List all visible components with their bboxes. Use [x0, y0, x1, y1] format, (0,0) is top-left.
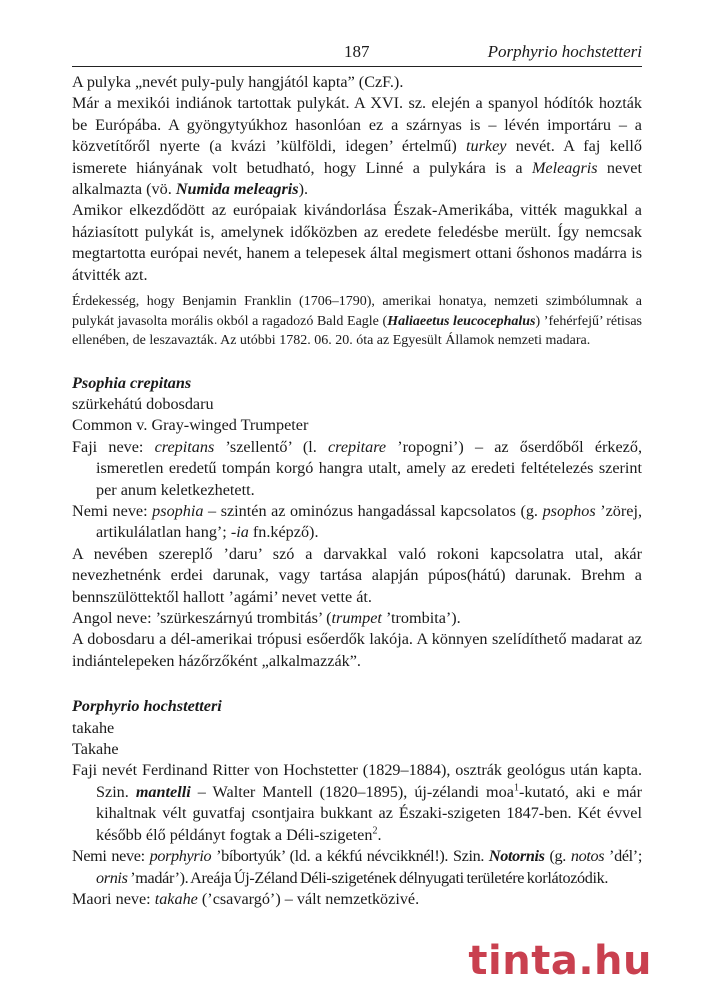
term-haliaeetus: Haliaeetus leucocephalus	[387, 313, 536, 329]
running-head: Porphyrio hochstetteri	[487, 42, 642, 61]
paragraph-maori-neve: Maori neve: takahe (’csavargó’) – vált nemzetközivé.	[72, 889, 420, 908]
note-franklin: Érdekesség, hogy Benjamin Franklin (1706–1790), amerikai honatya, nemzeti szimbólumnak a pulykát javasolta morális okból a ragadozó Bald Eagle (Haliaeetus leucocephalus) ’fehérfejű’ rétisas ellenében, de leszavazták. Az utóbbi 1782. 06. 20. óta az Egyesült Államok nemzeti madara.	[72, 294, 642, 349]
entry-hungarian-name: szürkehátú dobosdaru	[72, 394, 214, 413]
paragraph-pulyka-emigration: Amikor elkezdődött az európaiak kivándorlása Észak-Amerikába, vitték magukkal a háziasított pulykát is, amelynek időközben az eredete feledésbe merült. Így nemcsak megtartotta európai nevét, hanem a telepesek által megismert ottani őshonos madárra is átvitték azt.	[72, 201, 642, 284]
paragraph-habitat: A dobosdaru a dél-amerikai trópusi esőerdők lakója. A könnyen szelídíthető madarat az indiántelepeken házőrzőként „alkalmazzák”.	[72, 630, 642, 670]
footnote-marker: 2	[372, 825, 378, 837]
paragraph-pulyka-name: A pulyka „nevét puly-puly hangjától kapta” (CzF.).	[72, 73, 404, 91]
paragraph-faji-neve: Faji nevét Ferdinand Ritter von Hochstetter (1829–1884), osztrák geológus után kapta. Szin. mantelli – Walter Mantell (1820–1895), új-zélandi moa$^1$-kutató, aki e már kihaltnak vélt guvatfaj csontjaira bukkant az Északi-szigeten 1847-ben. Két évvel később élő példányt fogtak a Déli-szigeten$^2$.	[72, 761, 642, 844]
entry-title-psophia: Psophia crepitans	[72, 373, 192, 392]
term-meleagris: Meleagris	[531, 158, 598, 177]
paragraph-nemi-neve: Nemi neve: porphyrio ’bíbortyúk’ (ld. a kékfú névcikknél!). Szin. Notornis (g. notos ’dél’; ornis ’madár’). Areája Új-Zéland Déli-szigetének délnyugati területére korlátozódik.	[72, 847, 642, 887]
entry-title-porphyrio: Porphyrio hochstetteri	[72, 697, 222, 716]
paragraph-nemi-neve: Nemi neve: psophia – szintén az ominózus hangadással kapcsolatos (g. psophos ’zörej, artikulálatlan hang’; -ia fn.képző).	[72, 502, 643, 542]
page-body	[72, 72, 642, 910]
paragraph-angol-neve: Angol neve: ’szürkeszárnyú trombitás’ (trumpet ’trombita’).	[72, 609, 461, 628]
term-turkey: turkey	[466, 137, 507, 156]
paragraph-daru: A nevében szereplő ’daru’ szó a darvakkal való rokoni kapcsolatra utal, akár nevezhetnénk erdei darunak, vagy tartása alapján púpos(hátú) darunak. Brehm a bennszülöttektől hallott ’agámi’ nevet vette át.	[72, 544, 642, 606]
footnote-marker: 1	[513, 782, 519, 794]
page-header	[72, 40, 642, 67]
entry-english-name: Common v. Gray-winged Trumpeter	[72, 416, 309, 435]
term-numida-meleagris: Numida meleagris	[175, 180, 299, 199]
entry-english-name: Takahe	[72, 740, 119, 759]
paragraph-faji-neve: Faji neve: crepitans ’szellentő’ (l. crepitare ’ropogni’) – az őserdőből érkező, ismeretlen eredetű tompán korgó hangra utalt, amely az eredeti feltételezés szerint per anum keletkezhetett.	[72, 437, 642, 499]
paragraph-pulyka-history: Már a mexikói indiánok tartottak pulykát. A XVI. sz. elején a spanyol hódítók hozták be Európába. A gyöngytyúkhoz hasonlóan ez a szárnyas is – lévén importáru – a közvetítőről nyerte (a kvázi ’külföldi, idegen’ értelmű) turkey nevét. A faj kellő ismerete hiányának volt betudható, hogy Linné a pulykára is a Meleagris nevet alkalmazta (vö. Numida meleagris).	[72, 94, 642, 199]
page-number: 187	[344, 42, 370, 61]
entry-hungarian-name: takahe	[72, 718, 115, 737]
watermark-logo: tinta.hu	[468, 938, 652, 984]
